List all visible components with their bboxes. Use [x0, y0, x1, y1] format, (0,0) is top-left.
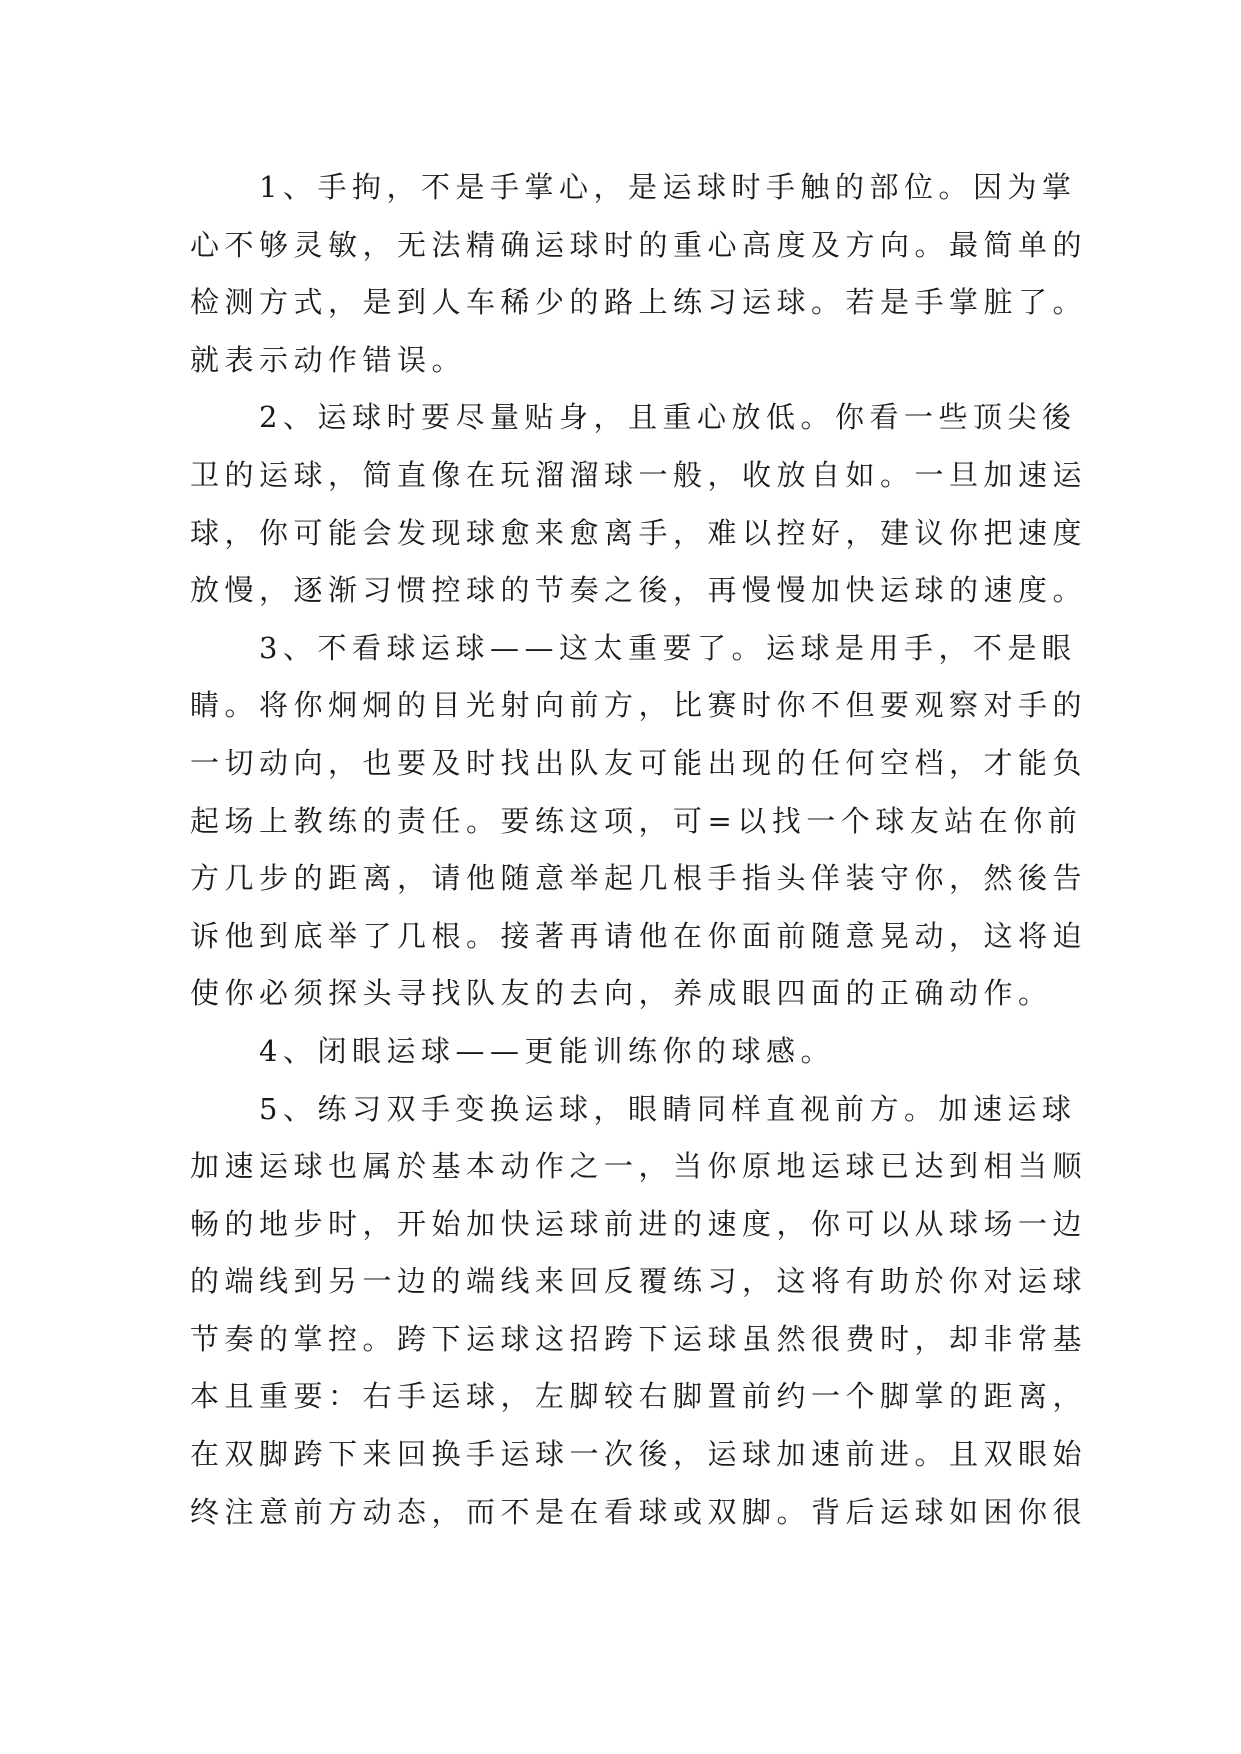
paragraph-3-line-6: 诉他到底举了几根。接著再请他在你面前随意晃动，这将迫: [190, 918, 1088, 953]
paragraph-1-line-2: 心不够灵敏，无法精确运球时的重心高度及方向。最简单的: [190, 227, 1088, 262]
paragraph-3-line-2: 睛。将你炯炯的目光射向前方，比赛时你不但要观察对手的: [190, 688, 1088, 723]
paragraph-5-line-7: 在双脚跨下来回换手运球一次後，运球加速前进。且双眼始: [190, 1437, 1088, 1472]
paragraph-2-line-3: 球，你可能会发现球愈来愈离手，难以控好，建议你把速度: [190, 515, 1088, 550]
paragraph-3-line-4: 起场上教练的责任。要练这项，可=以找一个球友站在你前: [190, 803, 1083, 838]
paragraph-5-line-3: 畅的地步时，开始加快运球前进的速度，你可以从球场一边: [190, 1206, 1088, 1241]
paragraph-5-line-2: 加速运球也属於基本动作之一，当你原地运球已达到相当顺: [190, 1149, 1088, 1184]
paragraph-4-line-1: 4、闭眼运球——更能训练你的球感。: [259, 1033, 835, 1068]
paragraph-2-line-2: 卫的运球，简直像在玩溜溜球一般，收放自如。一旦加速运: [190, 457, 1088, 492]
paragraph-5-line-5: 节奏的掌控。跨下运球这招跨下运球虽然很费时，却非常基: [190, 1321, 1088, 1356]
paragraph-3-line-7: 使你必须探头寻找队友的去向，养成眼四面的正确动作。: [190, 976, 1053, 1011]
paragraph-1-line-3: 检测方式，是到人车稀少的路上练习运球。若是手掌脏了。: [190, 285, 1088, 320]
paragraph-1-line-1: 1、手拘，不是手掌心，是运球时手触的部位。因为掌: [259, 170, 1077, 204]
paragraph-1-line-4: 就表示动作错误。: [190, 342, 467, 377]
paragraph-3-line-1: 3、不看球运球——这太重要了。运球是用手，不是眼: [259, 630, 1077, 665]
paragraph-5-line-1: 5、练习双手变换运球，眼睛同样直视前方。加速运球: [259, 1091, 1077, 1126]
paragraph-3-line-5: 方几步的距离，请他随意举起几根手指头佯装守你，然後告: [190, 861, 1088, 896]
paragraph-5-line-6: 本且重要：右手运球，左脚较右脚置前约一个脚掌的距离，: [190, 1379, 1088, 1414]
paragraph-5-line-4: 的端线到另一边的端线来回反覆练习，这将有助於你对运球: [190, 1264, 1088, 1299]
paragraph-2-line-1: 2、运球时要尽量贴身，且重心放低。你看一些顶尖後: [259, 400, 1077, 435]
document-body: [190, 159, 1088, 1541]
paragraph-2-line-4: 放慢，逐渐习惯控球的节奏之後，再慢慢加快运球的速度。: [190, 573, 1088, 608]
paragraph-5-line-8: 终注意前方动态，而不是在看球或双脚。背后运球如困你很: [190, 1494, 1088, 1529]
paragraph-3-line-3: 一切动向，也要及时找出队友可能出现的任何空档，才能负: [190, 745, 1088, 780]
